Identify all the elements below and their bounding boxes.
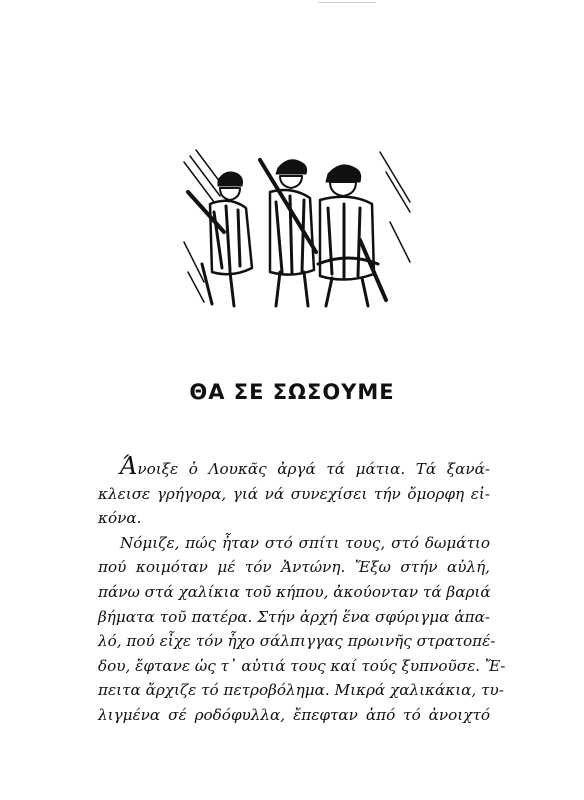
- paragraph-2-line-2: πού κοιμόταν μέ τόν Ἀντώνη. Ἔξω στήν αὐλή,: [98, 558, 490, 577]
- soldiers-illustration: [180, 132, 416, 308]
- drop-cap: Ά: [120, 452, 138, 480]
- paragraph-2-line-3: πάνω στά χαλίκια τοῦ κήπου, ἀκούονταν τά βαριά: [98, 582, 491, 601]
- paragraph-2-line-8: λιγμένα σέ ροδόφυλλα, ἔπεφταν ἀπό τό ἀνοιχτό: [98, 705, 490, 724]
- soldier-left-figure: [188, 172, 252, 306]
- paragraph-1-line-3: κόνα.: [98, 509, 142, 528]
- paragraph-1-line-1: [98, 452, 490, 482]
- paragraph-1-line-1-text: νοιξε ὁ Λουκᾶς ἀργά τά μάτια. Τά ξανά-: [137, 460, 490, 478]
- paragraph-2-line-1: Νόμιζε, πώς ἦταν στό σπίτι τους, στό δωμάτιο: [120, 533, 490, 552]
- top-rule: [318, 2, 376, 3]
- soldier-right-figure: [318, 165, 386, 306]
- soldier-middle-figure: [260, 160, 316, 306]
- body-text: [98, 452, 506, 728]
- paragraph-2-line-6: δου, ἔφτανε ὡς τ᾽ αὐτιά τους καί τούς ξυπνοῦσε. Ἔ-: [98, 656, 506, 675]
- paragraph-2-line-5: λό, πού εἶχε τόν ἦχο σάλπιγγας πρωινῆς στρατοπέ-: [98, 632, 496, 651]
- paragraph-2-line-7: πειτα ἄρχιζε τό πετροβόλημα. Μικρά χαλικάκια, τυ-: [98, 681, 504, 700]
- paragraph-1-line-2: κλεισε γρήγορα, γιά νά συνεχίσει τήν ὄμορφη εἰ-: [98, 484, 490, 503]
- chapter-title: ΘΑ ΣΕ ΣΩΣΟΥΜΕ: [189, 380, 395, 404]
- paragraph-2-line-4: βήματα τοῦ πατέρα. Στήν ἀρχή ἕνα σφύριγμα ἁπα-: [98, 607, 490, 626]
